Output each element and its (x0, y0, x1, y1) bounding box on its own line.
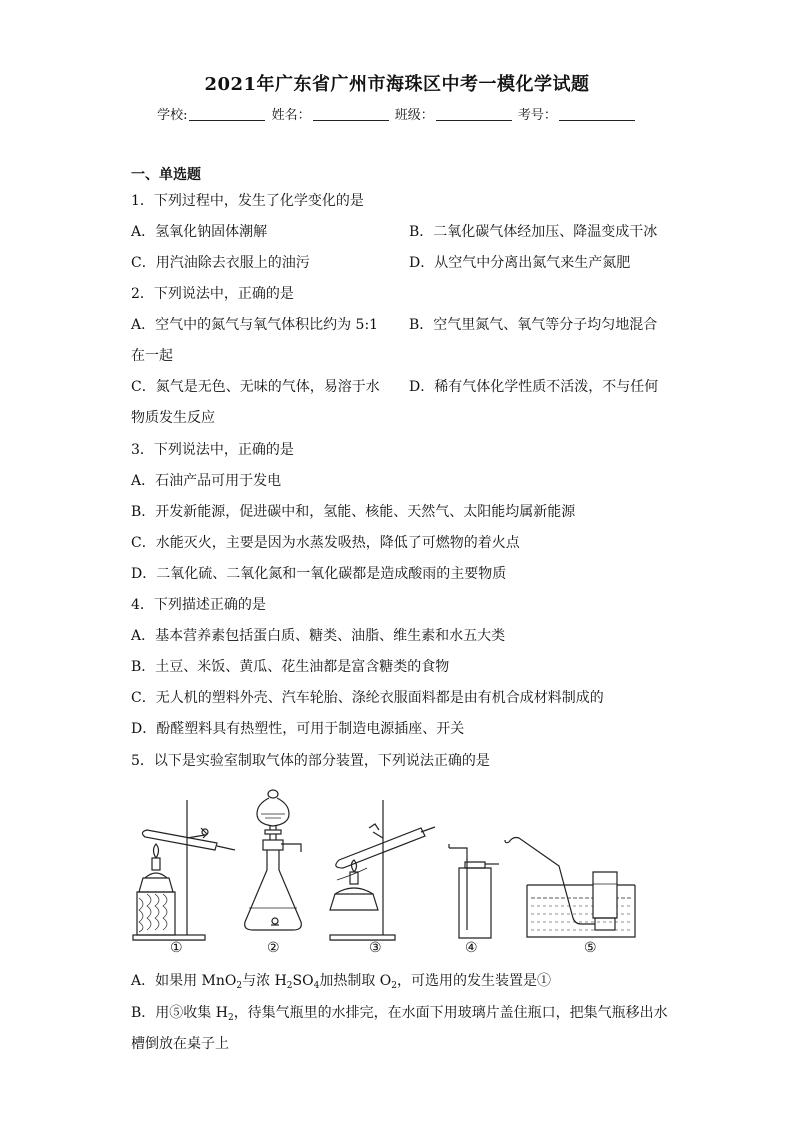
q1-stem: 1．下列过程中，发生了化学变化的是 (131, 193, 364, 209)
q4-stem: 4．下列描述正确的是 (131, 597, 266, 613)
q5-option-b: B．用⑤收集 $H_2$，待集气瓶里的水排完，在水面下用玻璃片盖住瓶口，把集气瓶移出水 (131, 1005, 668, 1023)
q4-option-c: C．无人机的塑料外壳、汽车轮胎、涤纶衣服面料都是由有机合成材料制成的 (131, 690, 604, 706)
q4-option-b: B．土豆、米饭、黄瓜、花生油都是富含糖类的食物 (131, 659, 450, 675)
q4-option-d: D．酚醛塑料具有热塑性，可用于制造电源插座、开关 (131, 721, 465, 737)
lab-apparatus-figure (125, 780, 670, 965)
q1-option-c: C．用汽油除去衣服上的油污 (131, 255, 310, 271)
q2-option-d-cont: 物质发生反应 (131, 410, 215, 426)
q2-option-c: C．氮气是无色、无味的气体，易溶于水 (131, 379, 380, 395)
apparatus-2 (245, 790, 302, 930)
school-blank[interactable] (189, 108, 265, 121)
q3-stem: 3．下列说法中，正确的是 (131, 442, 294, 458)
apparatus-3 (330, 800, 435, 940)
q2-stem: 2．下列说法中，正确的是 (131, 286, 294, 302)
q1-option-d: D．从空气中分离出氮气来生产氮肥 (409, 255, 631, 271)
q2-option-b-cont: 在一起 (131, 348, 173, 364)
name-label: 姓名： (271, 108, 311, 123)
q4-option-a: A．基本营养素包括蛋白质、糖类、油脂、维生素和水五大类 (131, 628, 506, 644)
section-heading: 一、单选题 (131, 167, 201, 183)
q5-option-b-cont: 槽倒放在桌子上 (131, 1036, 229, 1052)
exam-no-label: 考号： (517, 108, 557, 123)
page-title: 2021年广东省广州市海珠区中考一模化学试题 (204, 74, 590, 95)
q2-option-b: B．空气里氮气、氧气等分子均匀地混合 (409, 317, 658, 333)
q1-option-b: B．二氧化碳气体经加压、降温变成干冰 (409, 224, 658, 240)
q3-option-b: B．开发新能源，促进碳中和，氢能、核能、天然气、太阳能均属新能源 (131, 504, 576, 520)
apparatus-1 (133, 800, 235, 940)
figure-label-4: ④ (465, 940, 478, 956)
name-blank[interactable] (313, 108, 389, 121)
student-info-row (0, 104, 794, 123)
apparatus-4 (449, 844, 499, 938)
class-blank[interactable] (436, 108, 512, 121)
q3-option-a: A．石油产品可用于发电 (131, 473, 282, 489)
figure-label-5: ⑤ (584, 940, 597, 956)
q2-option-a: A．空气中的氮气与氧气体积比约为 5:1 (131, 317, 379, 333)
figure-label-2: ② (267, 940, 280, 956)
apparatus-5 (505, 838, 635, 938)
q1-option-a: A．氢氧化钠固体潮解 (131, 224, 268, 240)
class-label: 班级： (394, 108, 434, 123)
q3-option-d: D．二氧化硫、二氧化氮和一氧化碳都是造成酸雨的主要物质 (131, 566, 507, 582)
school-label: 学校: (157, 108, 188, 123)
figure-label-3: ③ (369, 940, 382, 956)
q5-stem: 5．以下是实验室制取气体的部分装置，下列说法正确的是 (131, 753, 490, 769)
q2-option-d: D．稀有气体化学性质不活泼，不与任何 (409, 379, 659, 395)
exam-no-blank[interactable] (559, 108, 635, 121)
q3-option-c: C．水能灭火，主要是因为水蒸发吸热，降低了可燃物的着火点 (131, 535, 520, 551)
q5-option-a: A．如果用 MnO$_2$与浓 $H_2SO_4$加热制取 $O_2$，可选用的发生装置是① (131, 973, 552, 991)
figure-label-1: ① (170, 940, 183, 956)
